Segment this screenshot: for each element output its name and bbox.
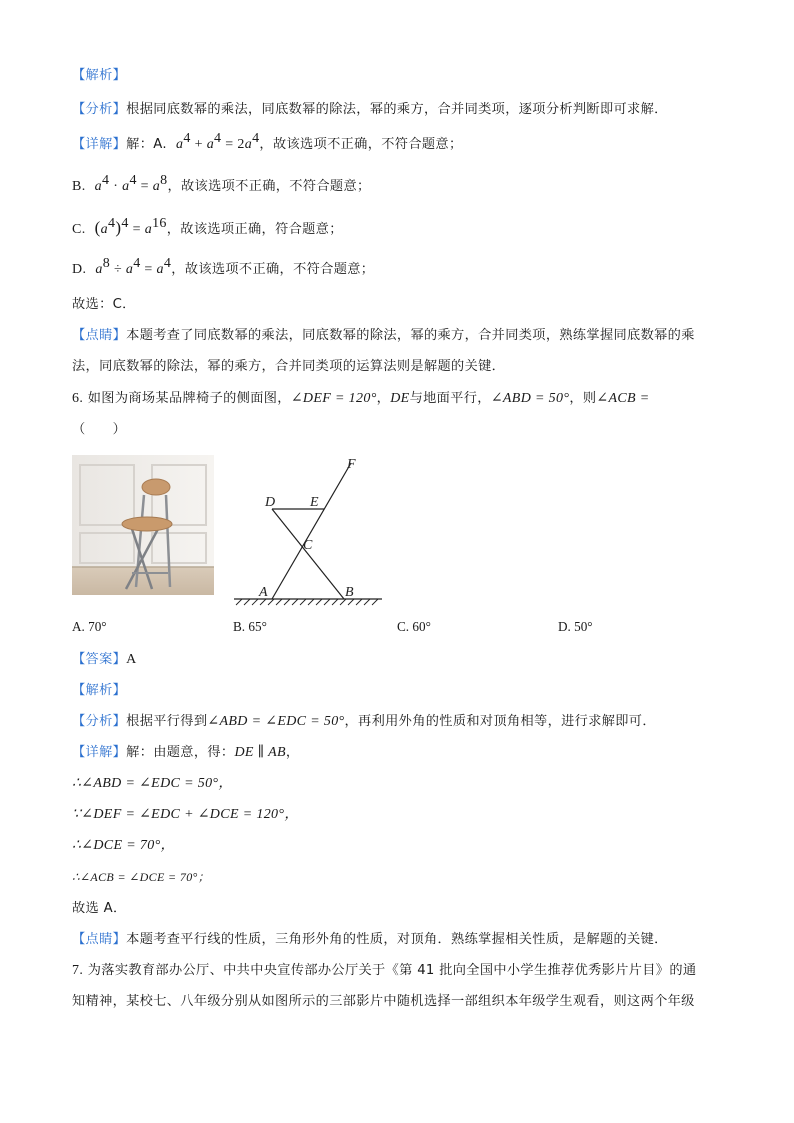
q7-line-2: 知精神，某校七、八年级分别从如图所示的三部影片中随机选择一部组织本年级学生观看，则这两个年级 xyxy=(72,994,695,1009)
q6-jiexi: 【解析】 xyxy=(72,683,127,698)
q6-stem: 6. 如图为商场某品牌椅子的侧面图，∠DEF = 120°，DE与地面平行，∠ABD = 50°，则∠ACB = xyxy=(72,391,650,406)
q6-step-1: ∴∠ABD = ∠EDC = 50°， xyxy=(72,776,233,791)
q5-review-1: 【点睛】本题考查了同底数幂的乘法，同底数幂的除法，幂的乘方，合并同类项，熟练掌握同底数幂的乘 xyxy=(72,328,695,343)
q6-analysis: 【分析】根据平行得到∠ABD = ∠EDC = 50°，再利用外角的性质和对顶角相等，进行求解即可． xyxy=(72,714,656,729)
q6-choice: 故选 A． xyxy=(72,901,127,916)
q6-option-c: C. 60° xyxy=(397,619,431,634)
q5-choice: 故选：C． xyxy=(72,297,136,312)
label-f: F xyxy=(347,457,356,472)
q5-option-d-line: D. $a^8 \div a^4 = a^4$，故该选项不正确，不符合题意； xyxy=(72,256,375,277)
chair-photo xyxy=(72,455,214,595)
q6-option-d: D. 50° xyxy=(558,619,593,634)
label-d: D xyxy=(265,495,276,510)
jiexi-heading: 【解析】 xyxy=(72,68,127,83)
q5-detail-a: 【详解】解：A. $a^4 + a^4 = 2a^4$，故该选项不正确，不符合题意； xyxy=(72,131,463,152)
q6-answer: 【答案】A xyxy=(72,652,137,667)
label-a: A xyxy=(259,585,268,600)
label-e: E xyxy=(310,495,319,510)
label-c: C xyxy=(303,538,313,553)
q6-step-3: ∴∠DCE = 70°， xyxy=(72,838,175,853)
q6-blank: （ ） xyxy=(72,422,127,437)
q6-option-b: B. 65° xyxy=(233,619,267,634)
q5-option-c-line: C. $(a^4)^4 = a^{16}$，故该选项正确，符合题意； xyxy=(72,216,343,237)
q7-line-1: 7. 为落实教育部办公厅、中共中央宣传部办公厅关于《第 41 批向全国中小学生推荐优秀影片片目》的通 xyxy=(72,963,697,978)
q6-step-4: ∴∠ACB = ∠DCE = 70°； xyxy=(72,870,211,884)
q5-review-2: 法，同底数幂的除法，幂的乘方，合并同类项的运算法则是解题的关键． xyxy=(72,359,506,374)
q5-analysis: 【分析】根据同底数幂的乘法，同底数幂的除法，幂的乘方，合并同类项，逐项分析判断即可求解． xyxy=(72,102,668,117)
q6-detail: 【详解】解：由题意，得：DE ∥ AB， xyxy=(72,745,300,760)
q6-option-a: A. 70° xyxy=(72,619,107,634)
q5-option-b-line: B. $a^4 \cdot a^4 = a^8$，故该选项不正确，不符合题意； xyxy=(72,173,371,194)
geometry-diagram xyxy=(228,455,388,607)
q6-review: 【点睛】本题考查平行线的性质，三角形外角的性质，对顶角．熟练掌握相关性质，是解题的关键． xyxy=(72,932,668,947)
q6-step-2: ∵∠DEF = ∠EDC + ∠DCE = 120°， xyxy=(72,807,299,822)
label-b: B xyxy=(345,585,354,600)
